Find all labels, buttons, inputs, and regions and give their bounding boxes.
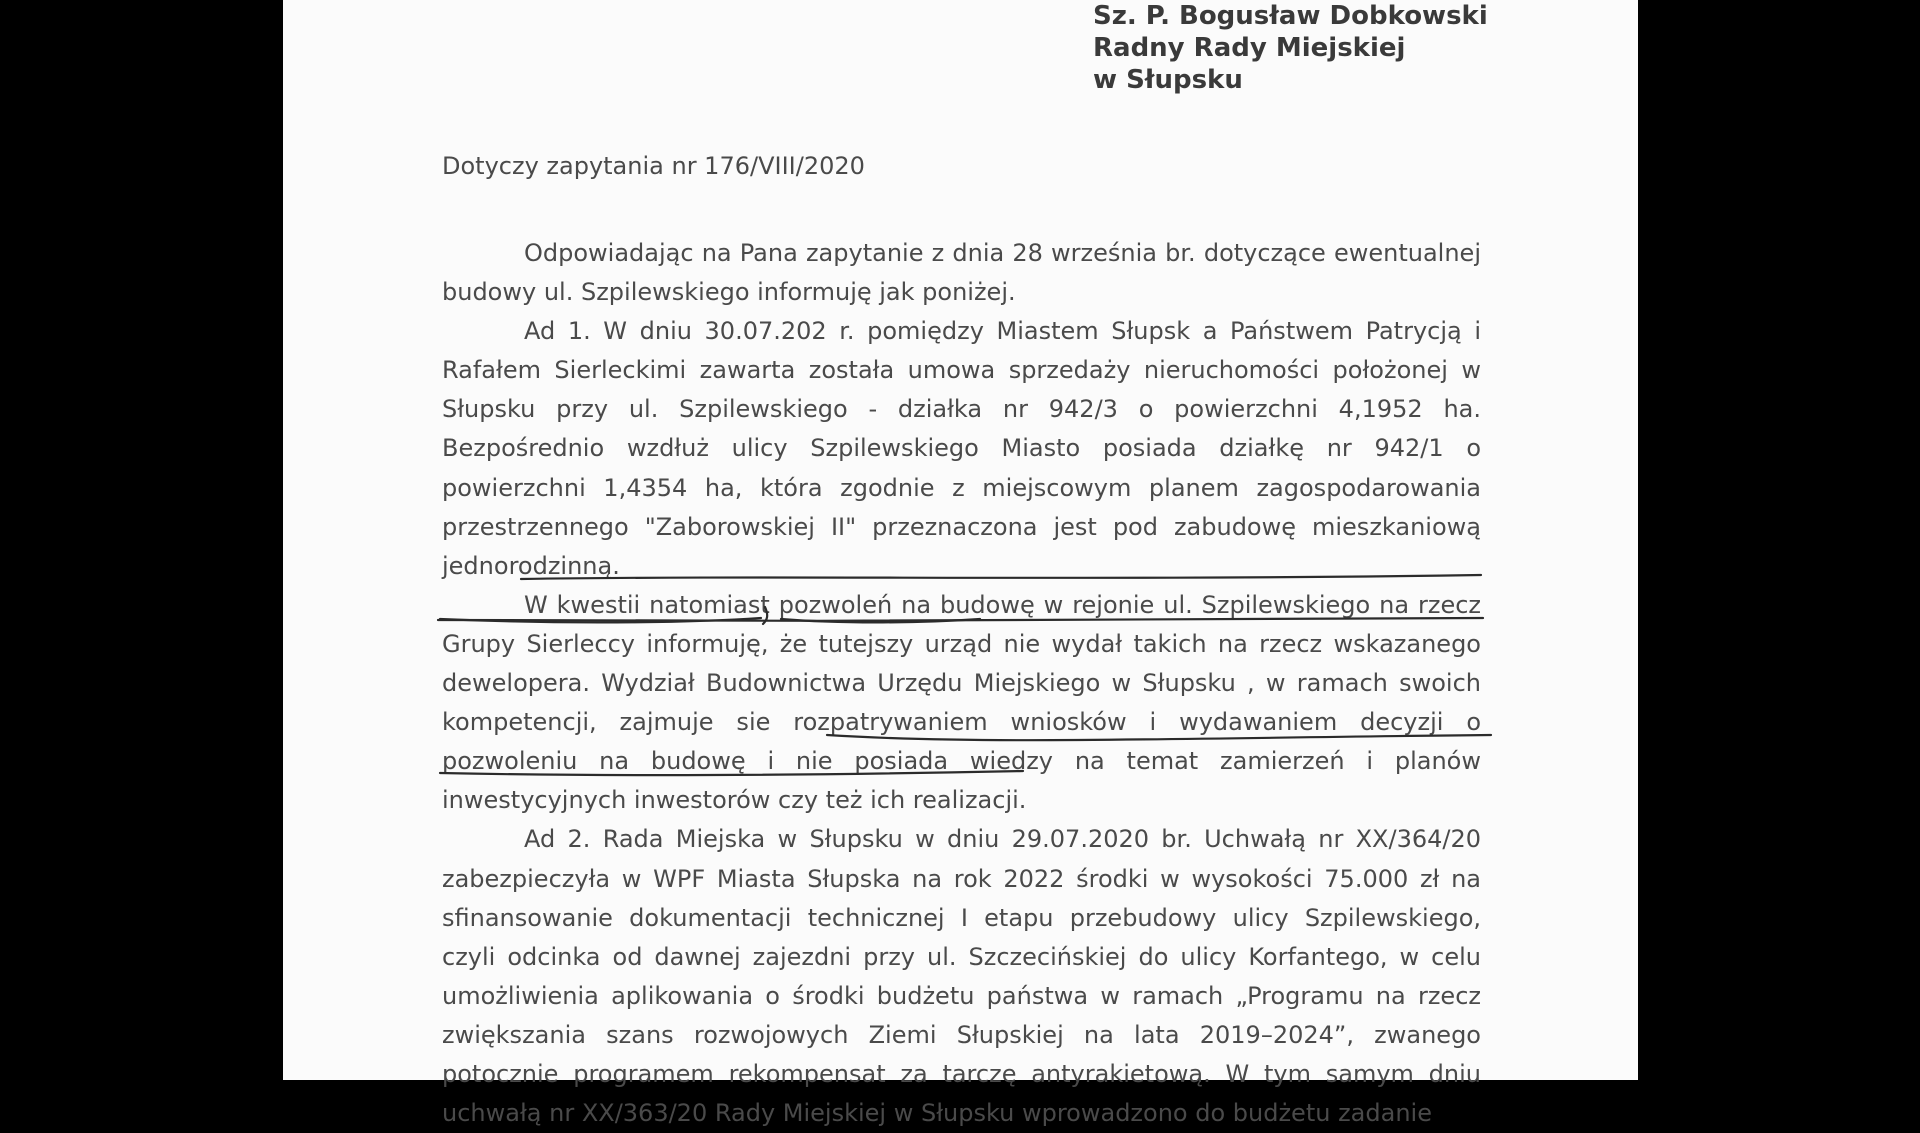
addressee-block: [1093, 0, 1488, 96]
addressee-title: Radny Rady Miejskiej: [1093, 33, 1406, 63]
paragraph-ad2: Ad 2. Rada Miejska w Słupsku w dniu 29.07.2020 br. Uchwałą nr XX/364/20 zabezpieczyła w WPF Miasta Słupska na rok 2022 środki w wysokości 75.000 zł na sfinansowanie dokumentacji technicznej I etapu przebudowy ulicy Szpilewskiego, czyli odcinka od dawnej zajezdni przy ul. Szczecińskiej do ulicy Korfantego, w celu umożliwienia aplikowania o środki budżetu państwa w ramach „Programu na rzecz zwiększania szans rozwojowych Ziemi Słupskiej na lata 2019–2024”, zwanego potocznie programem rekompensat za tarczę antyrakietową. W tym samym dniu uchwałą nr XX/363/20 Rady Miejskiej w Słupsku wprowadzono do budżetu zadanie: [442, 825, 1481, 1128]
letter-body: [442, 234, 1481, 1133]
addressee-name: Sz. P. Bogusław Dobkowski: [1093, 1, 1488, 31]
paragraph-ad1: Ad 1. W dniu 30.07.202 r. pomiędzy Miastem Słupsk a Państwem Patrycją i Rafałem Sierleckimi zawarta została umowa sprzedaży nieruchomości położonej w Słupsku przy ul. Szpilewskiego - działka nr 942/3 o powierzchni 4,1952 ha. Bezpośrednio wzdłuż ulicy Szpilewskiego Miasto posiada działkę nr 942/1 o powierzchni 1,4354 ha, która zgodnie z miejscowym planem zagospodarowania przestrzennego "Zaborowskiej II" przeznaczona jest pod zabudowę mieszkaniową jednorodzinną.: [442, 317, 1481, 580]
reference-line: Dotyczy zapytania nr 176/VIII/2020: [442, 152, 865, 180]
document-page: [283, 0, 1638, 1128]
addressee-city: w Słupsku: [1093, 65, 1243, 95]
paragraph-intro: Odpowiadając na Pana zapytanie z dnia 28 września br. dotyczące ewentualnej budowy ul. Szpilewskiego informuję jak poniżej.: [442, 239, 1481, 307]
paragraph-permits: W kwestii natomiast pozwoleń na budowę w rejonie ul. Szpilewskiego na rzecz Grupy Sierleccy informuję, że tutejszy urząd nie wydał takich na rzecz wskazanego dewelopera. Wydział Budownictwa Urzędu Miejskiego w Słupsku , w ramach swoich kompetencji, zajmuje sie rozpatrywaniem wniosków i wydawaniem decyzji o pozwoleniu na budowę i nie posiada wiedzy na temat zamierzeń i planów inwestycyjnych inwestorów czy też ich realizacji.: [442, 590, 1481, 815]
